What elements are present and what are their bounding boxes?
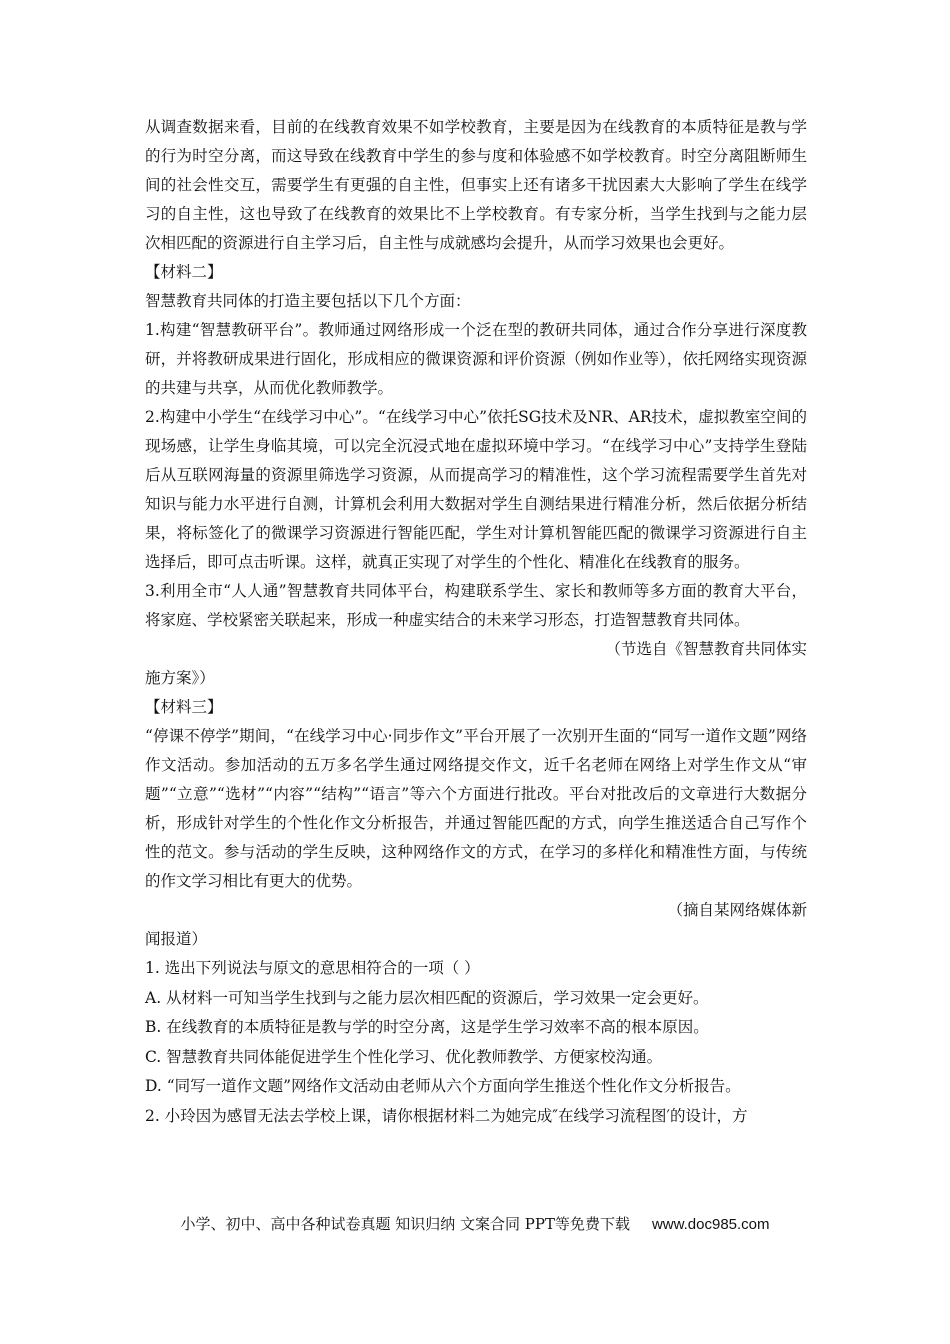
paragraph: 智慧教育共同体的打造主要包括以下几个方面： (145, 292, 471, 310)
footer-url: www.doc985.com (651, 1216, 770, 1233)
paragraph: 1.构建“智慧教研平台”。教师通过网络形成一个泛在型的教研共同体，通过合作分享进行深度教研，并将教研成果进行固化，形成相应的微课资源和评价资源（例如作业等），依托网络实现资源的共建与共享，从而优化教师教学。 (145, 321, 807, 397)
section-heading: 【材料三】 (145, 698, 223, 716)
paragraph: 闻报道） (145, 930, 208, 948)
question-line: D. “同写一道作文题”网络作文活动由老师从六个方面向学生推送个性化作文分析报告。 (145, 1077, 741, 1095)
question-line: 2. 小玲因为感冒无法去学校上课，请你根据材料二为她完成″在线学习流程图′的设计，方 (145, 1106, 748, 1125)
paragraph: 施方案》） (145, 669, 215, 687)
document-body (145, 113, 807, 1131)
section-heading: 【材料二】 (145, 263, 223, 281)
footer-text: 小学、初中、高中各种试卷真题 知识归纳 文案合同 PPT等免费下载 (180, 1215, 630, 1233)
source-citation: （节选自《智慧教育共同体实 (605, 640, 807, 658)
paragraph: “停课不停学”期间，“在线学习中心·同步作文”平台开展了一次别开生面的“同写一道作文题”网络作文活动。参加活动的五万多名学生通过网络提交作文，近千名老师在网络上对学生作文从“审题”“立意”“选材”“内容”“结构”“语言”等六个方面进行批改。平台对批改后的文章进行大数据分析，形成针对学生的个性化作文分析报告，并通过智能匹配的方式，向学生推送适合自己写作个性的范文。参与活动的学生反映，这种网络作文的方式，在学习的多样化和精准性方面，与传统的作文学习相比有更大的优势。 (145, 727, 807, 890)
paragraph: 3.利用全市“人人通”智慧教育共同体平台，构建联系学生、家长和教师等多方面的教育大平台，将家庭、学校紧密关联起来，形成一种虚实结合的未来学习形态，打造智慧教育共同体。 (145, 582, 807, 629)
question-line: B. 在线教育的本质特征是教与学的时空分离，这是学生学习效率不高的根本原因。 (145, 1018, 709, 1036)
paragraph: 从调查数据来看，目前的在线教育效果不如学校教育，主要是因为在线教育的本质特征是教与学的行为时空分离，而这导致在线教育中学生的参与度和体验感不如学校教育。时空分离阻断师生间的社会性交互，需要学生有更强的自主性，但事实上还有诸多干扰因素大大影响了学生在线学习的自主性，这也导致了在线教育的效果比不上学校教育。有专家分析，当学生找到与之能力层次相匹配的资源进行自主学习后，自主性与成就感均会提升，从而学习效果也会更好。 (145, 118, 807, 252)
paragraph: 2.构建中小学生“在线学习中心”。“在线学习中心”依托SG技术及NR、AR技术，虚拟教室空间的现场感，让学生身临其境，可以完全沉浸式地在虚拟环境中学习。“在线学习中心”支持学生登陆后从互联网海量的资源里筛选学习资源，从而提高学习的精准性，这个学习流程需要学生首先对知识与能力水平进行自测，计算机会利用大数据对学生自测结果进行精准分析，然后依据分析结果，将标签化了的微课学习资源进行智能匹配，学生对计算机智能匹配的微课学习资源进行自主选择后，即可点击听课。这样，就真正实现了对学生的个性化、精准化在线教育的服务。 (145, 408, 807, 571)
question-line: 1. 选出下列说法与原文的意思相符合的一项（ ） (145, 959, 480, 977)
question-line: C. 智慧教育共同体能促进学生个性化学习、优化教师教学、方便家校沟通。 (145, 1047, 663, 1066)
page-footer (0, 1212, 950, 1237)
question-line: A. 从材料一可知当学生找到与之能力层次相匹配的资源后，学习效果一定会更好。 (145, 988, 709, 1007)
source-citation: （摘自某网络媒体新 (667, 901, 807, 919)
